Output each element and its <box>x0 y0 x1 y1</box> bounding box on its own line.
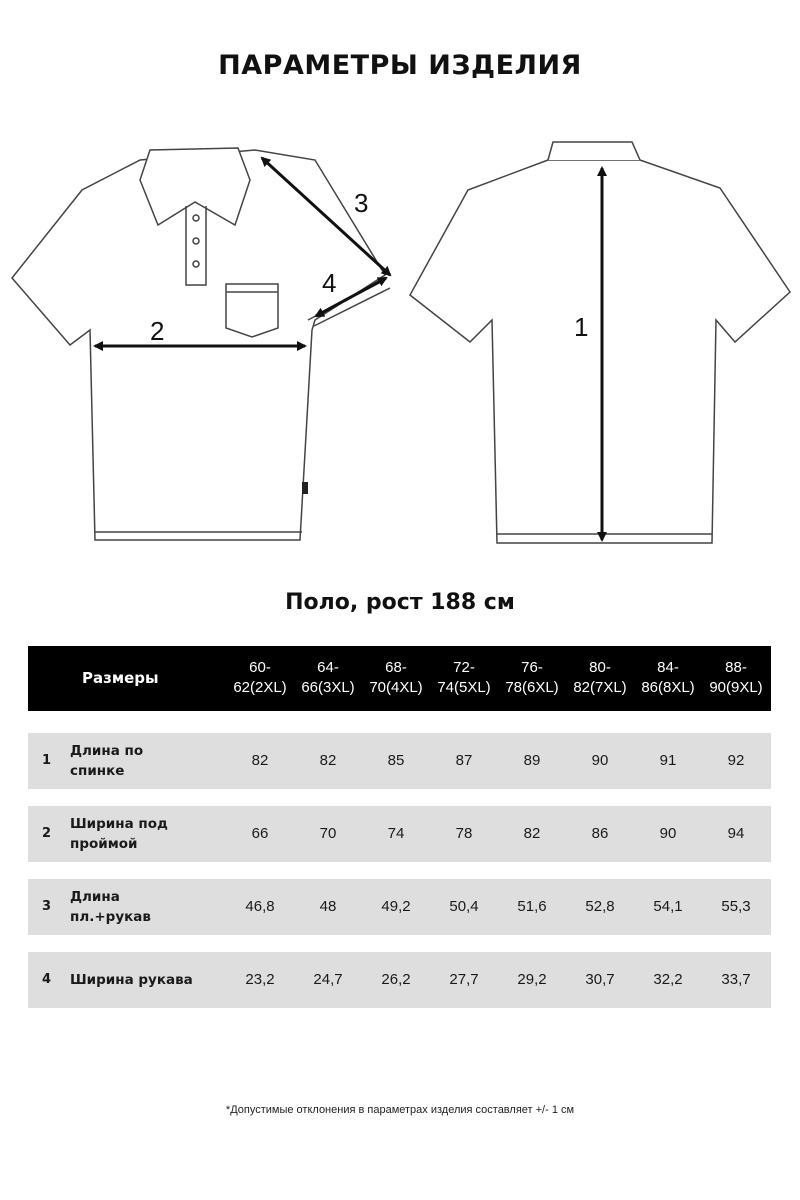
table-cell: 55,3 <box>721 898 751 915</box>
table-cell: 82 <box>319 752 337 769</box>
table-cell: 90 <box>591 752 609 769</box>
table-cell: 92 <box>727 752 745 769</box>
table-cell: 70 <box>319 825 337 842</box>
table-cell: 24,7 <box>313 971 343 988</box>
table-cell: 32,2 <box>653 971 683 988</box>
table-cell: 30,7 <box>585 971 615 988</box>
row-label: Ширина под проймой <box>70 816 168 852</box>
table-cell: 27,7 <box>449 971 479 988</box>
row-number: 1 <box>42 753 52 768</box>
row-number: 2 <box>42 826 52 841</box>
table-cell: 48 <box>319 898 337 915</box>
header-label-sizes: Размеры <box>82 669 159 687</box>
tolerance-footnote: *Допустимые отклонения в параметрах изделия составляет +/- 1 см <box>225 1104 575 1116</box>
table-row <box>28 879 771 935</box>
row-number: 3 <box>42 899 52 914</box>
size-col-header: 64- 66(3XL) <box>301 659 355 696</box>
side-label <box>302 482 308 494</box>
polo-back-view <box>410 142 790 543</box>
table-row <box>28 733 771 789</box>
table-cell: 52,8 <box>585 898 615 915</box>
marker-2: 2 <box>150 316 165 346</box>
marker-4: 4 <box>322 268 337 298</box>
table-cell: 87 <box>455 752 473 769</box>
table-row <box>28 952 771 1008</box>
size-table-header <box>28 646 771 711</box>
size-col-header: 60- 62(2XL) <box>233 659 287 696</box>
table-cell: 33,7 <box>721 971 751 988</box>
size-col-header: 72- 74(5XL) <box>437 659 491 696</box>
table-cell: 94 <box>727 825 745 842</box>
table-cell: 49,2 <box>381 898 411 915</box>
row-label: Длина по спинке <box>70 743 144 779</box>
back-body-outline <box>410 160 790 543</box>
marker-1: 1 <box>574 312 589 342</box>
marker-3: 3 <box>354 188 369 218</box>
table-cell: 54,1 <box>653 898 683 915</box>
size-col-header: 88- 90(9XL) <box>709 659 763 696</box>
row-label: Длина пл.+рукав <box>70 889 151 925</box>
table-cell: 51,6 <box>517 898 547 915</box>
product-subtitle: Поло, рост 188 см <box>285 590 515 615</box>
table-cell: 74 <box>387 825 405 842</box>
table-cell: 26,2 <box>381 971 411 988</box>
button-2 <box>193 238 199 244</box>
page-title: ПАРАМЕТРЫ ИЗДЕЛИЯ <box>218 50 582 81</box>
row-number: 4 <box>42 972 52 987</box>
button-1 <box>193 215 199 221</box>
row-label: Ширина рукава <box>70 972 193 988</box>
table-cell: 29,2 <box>517 971 547 988</box>
table-cell: 89 <box>523 752 541 769</box>
table-cell: 78 <box>455 825 473 842</box>
polo-front-view <box>12 148 390 540</box>
table-row <box>28 806 771 862</box>
size-col-header: 76- 78(6XL) <box>505 659 559 696</box>
polo-measurement-diagram <box>0 120 800 580</box>
table-cell: 91 <box>659 752 677 769</box>
size-col-header: 84- 86(8XL) <box>641 659 695 696</box>
table-cell: 82 <box>523 825 541 842</box>
table-cell: 82 <box>251 752 269 769</box>
table-cell: 50,4 <box>449 898 479 915</box>
table-cell: 23,2 <box>245 971 275 988</box>
table-cell: 85 <box>387 752 405 769</box>
back-collar <box>548 142 640 160</box>
size-col-header: 68- 70(4XL) <box>369 659 423 696</box>
size-col-header: 80- 82(7XL) <box>573 659 627 696</box>
button-3 <box>193 261 199 267</box>
table-cell: 90 <box>659 825 677 842</box>
table-cell: 86 <box>591 825 609 842</box>
table-cell: 66 <box>251 825 269 842</box>
table-cell: 46,8 <box>245 898 275 915</box>
